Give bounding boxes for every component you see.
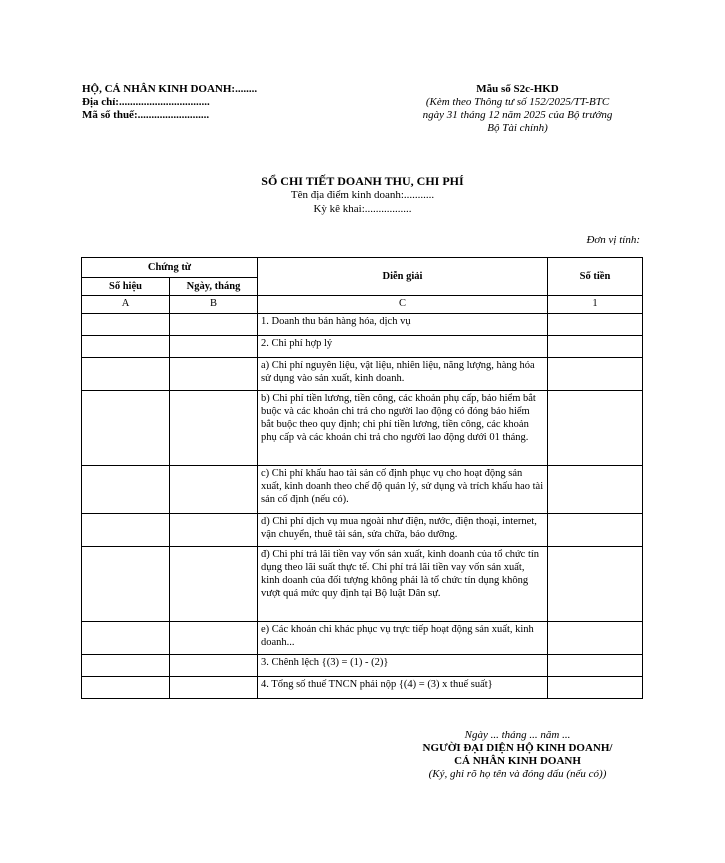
- row-description: c) Chi phí khấu hao tài sản cố định phục vụ cho hoạt động sản xuất, kinh doanh theo chế độ quản lý, sử dụng và trích khấu hao tài sản cố định (nếu có).: [258, 466, 548, 514]
- circular-line-2: ngày 31 tháng 12 năm 2025 của Bộ trưởng: [422, 109, 613, 121]
- table-row: [82, 358, 643, 391]
- row-description: a) Chi phí nguyên liệu, vật liệu, nhiên liệu, năng lượng, hàng hóa sử dụng vào sản xuất, kinh doanh.: [258, 358, 548, 391]
- circular-line-1: (Kèm theo Thông tư số 152/2025/TT-BTC: [425, 96, 610, 108]
- circular-line-3: Bộ Tài chính): [487, 122, 548, 134]
- row-description: d) Chi phí dịch vụ mua ngoài như điện, nước, điện thoại, internet, vận chuyển, thuê tài sản, sửa chữa, bảo dưỡng.: [258, 514, 548, 547]
- row-description: 1. Doanh thu bán hàng hóa, dịch vụ: [258, 314, 548, 336]
- table-row: [82, 677, 643, 699]
- column-code-1: 1: [548, 296, 643, 314]
- form-reference: [395, 83, 640, 135]
- business-address: Địa chỉ:.................................: [82, 96, 210, 108]
- signature-title-line-2: CÁ NHÂN KINH DOANH: [454, 755, 581, 767]
- table-row: [82, 655, 643, 677]
- document-title: SỔ CHI TIẾT DOANH THU, CHI PHÍ: [261, 174, 464, 188]
- signature-date: Ngày ... tháng ... năm ...: [464, 729, 571, 741]
- unit-label: Đơn vị tính:: [586, 234, 640, 246]
- table-row: [82, 547, 643, 622]
- voucher-date-header: Ngày, tháng: [170, 278, 258, 296]
- table-row: [82, 314, 643, 336]
- declaration-period: Kỳ kê khai:.................: [313, 203, 412, 215]
- column-code-c: C: [258, 296, 548, 314]
- signature-title-line-1: NGƯỜI ĐẠI DIỆN HỘ KINH DOANH/: [422, 742, 613, 754]
- table-row: [82, 514, 643, 547]
- row-description: 2. Chi phí hợp lý: [258, 336, 548, 358]
- ledger-table: [81, 257, 643, 699]
- business-info: [82, 83, 257, 122]
- description-header: Diễn giải: [258, 258, 548, 296]
- row-description: e) Các khoản chi khác phục vụ trực tiếp hoạt động sản xuất, kinh doanh...: [258, 622, 548, 655]
- form-number: Mẫu số S2c-HKD: [476, 83, 559, 95]
- table-row: [82, 622, 643, 655]
- column-code-b: B: [170, 296, 258, 314]
- row-description: 3. Chênh lệch {(3) = (1) - (2)}: [258, 655, 548, 677]
- table-row: [82, 466, 643, 514]
- signature-block: [395, 729, 640, 781]
- business-location: Tên địa điểm kinh doanh:...........: [290, 189, 435, 201]
- column-code-a: A: [82, 296, 170, 314]
- amount-header: Số tiền: [548, 258, 643, 296]
- business-name: HỘ, CÁ NHÂN KINH DOANH:........: [82, 83, 258, 95]
- row-description: 4. Tổng số thuế TNCN phải nộp {(4) = (3) x thuế suất}: [258, 677, 548, 699]
- business-tax-code: Mã số thuế:..........................: [82, 109, 210, 121]
- row-description: đ) Chi phí trả lãi tiền vay vốn sản xuất, kinh doanh của tổ chức tín dụng theo lãi suất thực tế. Chi phí trả lãi tiền vay vốn sản xuất, kinh doanh của đối tượng không phải là tổ chức tín dụng không vượt quá mức quy định tại Bộ luật Dân sự.: [258, 547, 548, 622]
- table-row: [82, 336, 643, 358]
- signature-note: (Ký, ghi rõ họ tên và đóng dấu (nếu có)): [428, 768, 607, 780]
- row-description: b) Chi phí tiền lương, tiền công, các khoản phụ cấp, bảo hiểm bắt buộc và các khoản chi trả cho người lao động có đóng bảo hiểm bắt buộc theo quy định; chi phí tiền lương, tiền công, các khoản phụ cấp và các khoản chi trả cho người lao động dưới 01 tháng.: [258, 391, 548, 466]
- voucher-header: Chứng từ: [82, 258, 258, 278]
- voucher-number-header: Số hiệu: [82, 278, 170, 296]
- table-row: [82, 391, 643, 466]
